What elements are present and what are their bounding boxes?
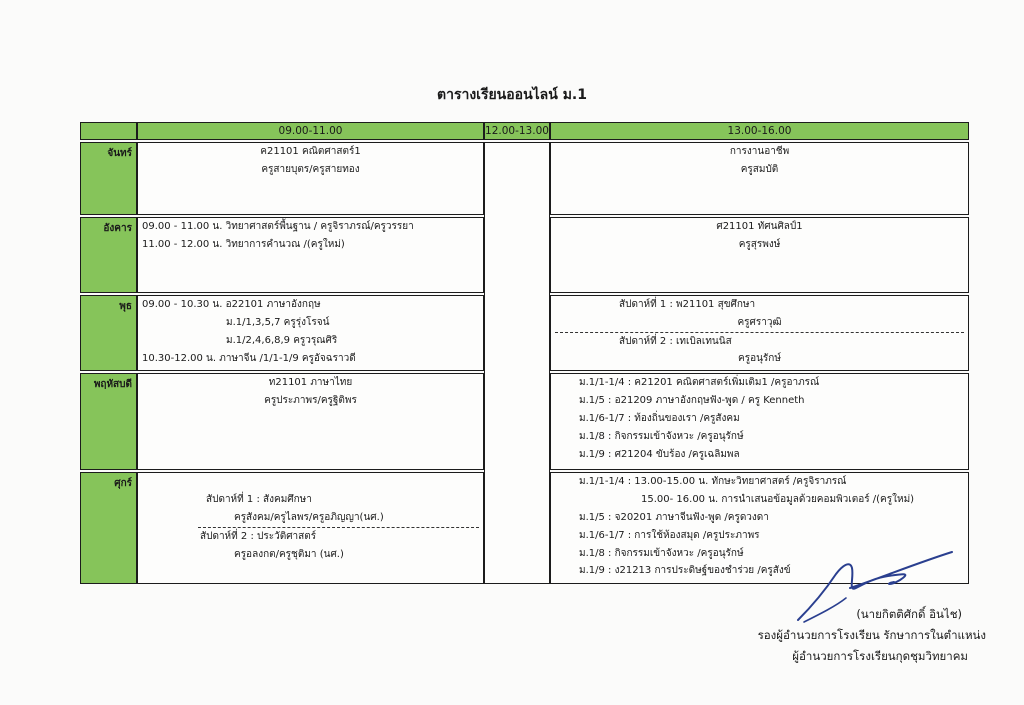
header-morning: 09.00-11.00 xyxy=(137,122,484,140)
friday-morning xyxy=(137,472,484,584)
schedule-line: 09.00 - 10.30 น. อ22101 ภาษาอังกฤษ xyxy=(142,299,321,310)
schedule-line: ศ21101 ทัศนศิลป์1 xyxy=(716,221,803,232)
schedule-line: ม.1/1-1/4 : 13.00-15.00 น. ทักษะวิทยาศาสตร์ /ครูจิราภรณ์ xyxy=(579,476,847,487)
schedule-line: 11.00 - 12.00 น. วิทยาการคำนวณ /(ครูใหม่) xyxy=(142,239,345,250)
lunch-column xyxy=(484,142,550,584)
schedule-line: 10.30-12.00 น. ภาษาจีน /1/1-1/9 ครูอัจฉราวดี xyxy=(142,353,356,364)
header-afternoon: 13.00-16.00 xyxy=(550,122,969,140)
day-wednesday: พุธ xyxy=(80,295,137,371)
schedule-line: สัปดาห์ที่ 2 : เทเบิลเทนนิส xyxy=(619,336,732,347)
thursday-afternoon xyxy=(550,373,969,470)
schedule-line: สัปดาห์ที่ 2 : ประวัติศาสตร์ xyxy=(200,531,317,542)
schedule-line: ม.1/9 : ง21213 การประดิษฐ์ของชำร่วย /ครูสังข์ xyxy=(579,565,791,576)
timetable xyxy=(80,122,970,578)
schedule-line: การงานอาชีพ xyxy=(729,146,790,157)
header-lunch: 12.00-13.00 xyxy=(484,122,550,140)
signatory-position: รองผู้อำนวยการโรงเรียน รักษาการในตำแหน่ง xyxy=(757,628,986,642)
schedule-line: ม.1/9 : ศ21204 ขับร้อง /ครูเฉลิมพล xyxy=(579,449,740,460)
header-corner xyxy=(80,122,137,140)
signatory-name: (นายกิตติศักดิ์ อินไช) xyxy=(856,607,962,621)
schedule-line: ม.1/8 : กิจกรรมเข้าจังหวะ /ครูอนุรักษ์ xyxy=(579,431,744,442)
schedule-line: ครูประภาพร/ครูฐิติพร xyxy=(264,395,357,406)
schedule-line: ครูสายบุตร/ครูสายทอง xyxy=(261,164,360,175)
schedule-line: สัปดาห์ที่ 1 : พ21101 สุขศึกษา xyxy=(619,299,756,310)
schedule-line: ม.1/1-1/4 : ค21201 คณิตศาสตร์เพิ่มเติม1 /ครูอาภรณ์ xyxy=(579,377,820,388)
schedule-line: ครูสังคม/ครูไลพร/ครูอภิญญา(นศ.) xyxy=(234,512,384,523)
schedule-line: ครูศราวุฒิ xyxy=(737,317,782,328)
schedule-line: ค21101 คณิตศาสตร์1 xyxy=(260,146,361,157)
signature-block xyxy=(706,604,986,667)
schedule-line: ครูสุรพงษ์ xyxy=(738,239,781,250)
schedule-line: ม.1/1,3,5,7 ครูรุ่งโรจน์ xyxy=(226,317,330,328)
school-position: ผู้อำนวยการโรงเรียนกุดชุมวิทยาคม xyxy=(792,649,968,663)
schedule-line: 15.00- 16.00 น. การนำเสนอข้อมูลด้วยคอมพิวเตอร์ /(ครูใหม่) xyxy=(641,494,915,505)
schedule-line: ครูสมบัติ xyxy=(740,164,779,175)
schedule-line: ม.1/6-1/7 : การใช้ห้องสมุด /ครูประภาพร xyxy=(579,530,760,541)
thursday-morning xyxy=(137,373,484,470)
wednesday-afternoon xyxy=(550,295,969,371)
schedule-line: สัปดาห์ที่ 1 : สังคมศึกษา xyxy=(206,494,312,505)
schedule-line: ม.1/5 : จ20201 ภาษาจีนฟัง-พูด /ครูดวงดา xyxy=(579,512,769,523)
day-tuesday: อังคาร xyxy=(80,217,137,293)
schedule-line: ม.1/6-1/7 : ท้องถิ่นของเรา /ครูสังคม xyxy=(579,413,740,424)
day-friday: ศุกร์ xyxy=(80,472,137,584)
schedule-line: ครูอลงกต/ครูชุติมา (นศ.) xyxy=(234,549,344,560)
schedule-line: ม.1/2,4,6,8,9 ครูวรุณศิริ xyxy=(226,335,338,346)
wednesday-morning xyxy=(137,295,484,371)
schedule-line: ม.1/8 : กิจกรรมเข้าจังหวะ /ครูอนุรักษ์ xyxy=(579,548,744,559)
monday-morning xyxy=(137,142,484,215)
schedule-line: 09.00 - 11.00 น. วิทยาศาสตร์พื้นฐาน / ครูจิราภรณ์/ครูวรรยา xyxy=(142,221,414,232)
schedule-line: ม.1/5 : อ21209 ภาษาอังกฤษฟัง-พูด / ครู Kenneth xyxy=(579,395,805,406)
day-thursday: พฤหัสบดี xyxy=(80,373,137,470)
page-title: ตารางเรียนออนไลน์ ม.1 xyxy=(437,87,587,103)
tuesday-afternoon xyxy=(550,217,969,293)
tuesday-morning xyxy=(137,217,484,293)
schedule-line: ท21101 ภาษาไทย xyxy=(268,377,353,388)
monday-afternoon xyxy=(550,142,969,215)
schedule-line: ครูอนุรักษ์ xyxy=(738,353,781,364)
day-monday: จันทร์ xyxy=(80,142,137,215)
